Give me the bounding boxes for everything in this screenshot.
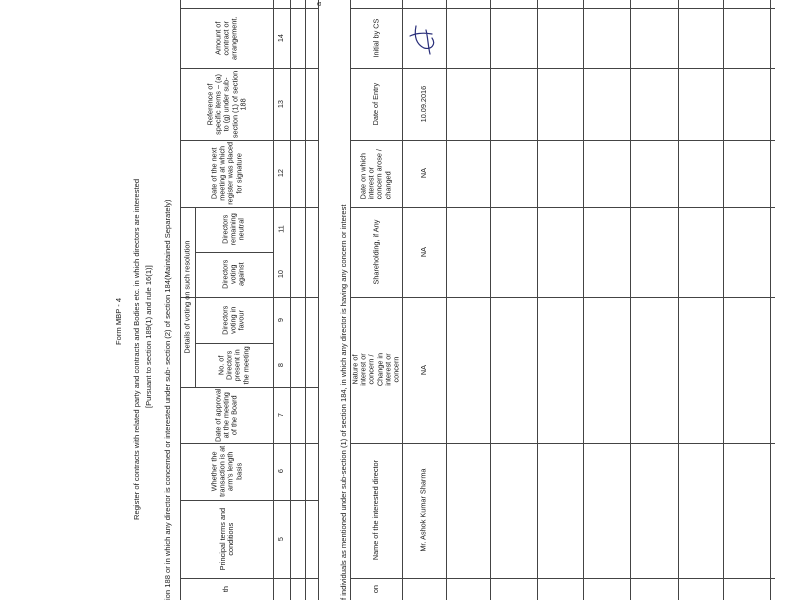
col-number: 12 (276, 169, 286, 178)
row-initial-signature (402, 8, 446, 68)
col-date-arose-header: Date on which interest or concern arose / changed (358, 149, 393, 200)
col-nature-interest-header: Nature of interest or concern / Change in interest or concern (350, 353, 401, 387)
voting-group-header: Details of voting on such resolution (182, 240, 192, 354)
col-partial-header: on (370, 584, 380, 594)
col-date-entry-header: Date of Entry (370, 82, 380, 126)
signature-icon (402, 8, 446, 68)
col-number: 5 (276, 536, 286, 542)
form-subtitle: Register of contracts with related party and contracts and Bodies etc. in which directors are interested (132, 178, 141, 520)
part-a-caption: ion 188 or in which any director is concerned or interested under sub- section (2) of section 184(Maintained Separately) (163, 199, 172, 600)
col-director-name-header: Name of the interested director (370, 460, 380, 561)
row-date-arose: NA (418, 168, 428, 179)
form-pursuant: [Pursuant to section 189(1) and rule 16(1)] (144, 265, 153, 408)
form-title: Form MBP - 4 (114, 297, 123, 345)
col-number: 6 (276, 469, 286, 474)
col-initial-cs-header: Initial by CS (370, 18, 380, 58)
col-number: 7 (276, 412, 286, 418)
col-remaining-neutral-header: Directors remaining neutral (220, 213, 247, 246)
col-directors-present-header: No. of Directors present in the meeting (216, 345, 251, 385)
col-next-meeting-header: Date of the next meeting at which register was placed for signature (209, 142, 243, 205)
col-amount-header: Amount of contract or arrangement. (213, 16, 239, 60)
part-b-caption: f individuals as mentioned under sub-section (1) of section 184, in which any director is having any concern or interest (339, 204, 348, 600)
col-voting-against-header: Directors voting against (220, 259, 247, 290)
col-partial-header: th (221, 585, 231, 593)
row-date-entry: 10.09.2016 (418, 85, 428, 123)
col-board-approval-header: Date of approval at the meeting of the Board (213, 388, 239, 442)
part-a-top-fragment: a (314, 1, 323, 6)
col-number: 11 (276, 225, 286, 234)
row-shareholding: NA (418, 246, 428, 258)
col-number: 13 (276, 99, 286, 109)
col-shareholding-header: Shareholding, if Any (370, 219, 380, 285)
col-number: 14 (276, 33, 286, 43)
col-voting-favour-header: Directors voting in favour (220, 305, 247, 335)
col-reference-header: Reference of specific items – (a) to (g) under sub-section (1) of section 188 (205, 70, 247, 138)
col-principal-terms-header: Principal terms and conditions (217, 507, 235, 571)
row-nature-interest: NA (418, 364, 428, 376)
col-arms-length-header: Whether the transaction is at arm's length basis (209, 445, 243, 498)
row-director-name: Mr. Ashok Kumar Sharma (418, 468, 428, 553)
col-number: 8 (276, 362, 286, 368)
col-number: 10 (276, 270, 286, 279)
col-number: 9 (276, 317, 286, 323)
